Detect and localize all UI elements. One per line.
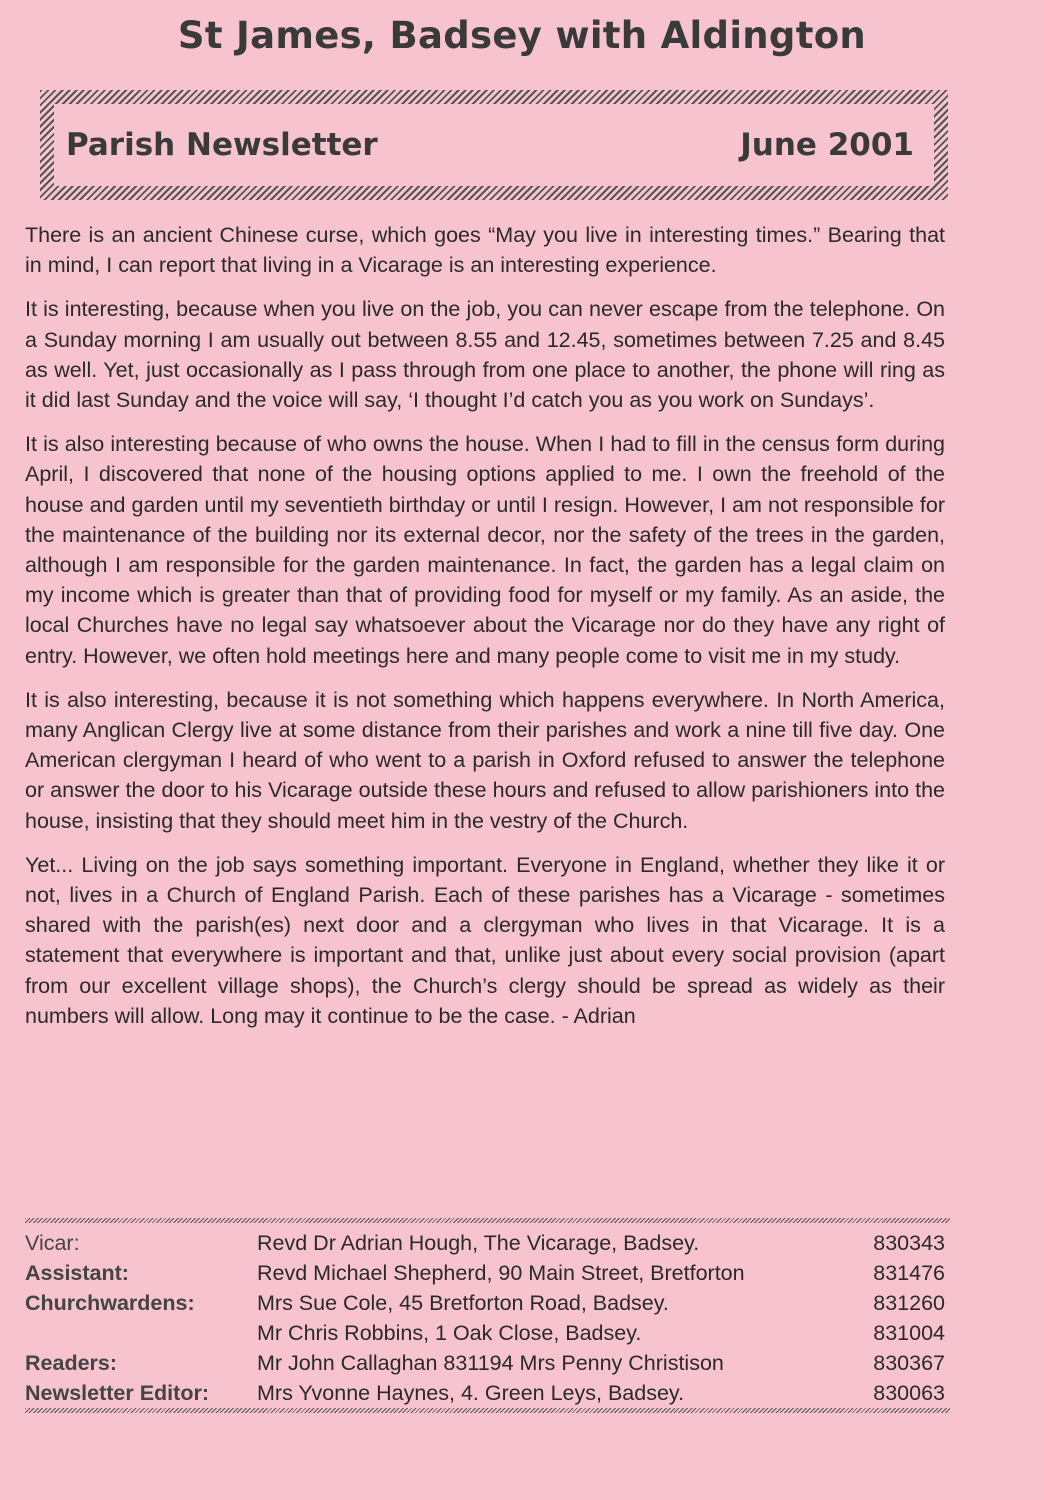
staff-detail: Mrs Yvonne Haynes, 4. Green Leys, Badsey. [257,1381,685,1405]
staff-role: Vicar: [25,1231,80,1255]
staff-row [25,1288,945,1318]
staff-row [25,1318,945,1348]
article-body [25,220,945,1045]
staff-role [25,1318,257,1348]
staff-detail: Revd Michael Shepherd, 90 Main Street, Bretforton [257,1261,745,1285]
page-title: St James, Badsey with Aldington [177,14,867,57]
staff-phone: 830367 [873,1351,945,1375]
staff-detail: Mr John Callaghan 831194 Mrs Penny Christison [257,1351,724,1375]
staff-phone: 830063 [873,1381,945,1405]
staff-row [25,1258,945,1288]
article-paragraph: It is also interesting because of who owns the house. When I had to fill in the census form during April, I discovered that none of the housing options applied to me. I own the freehold of the house and garden until my seventieth birthday or until I resign. However, I am not responsible for the maintenance of the building nor its external decor, nor the safety of the trees in the garden, although I am responsible for the garden maintenance. In fact, the garden has a legal claim on my income which is greater than that of providing food for myself or my family. As an aside, the local Churches have no legal say whatsoever about the Vicarage nor do they have any right of entry. However, we often hold meetings here and many people come to visit me in my study. [25,432,945,668]
staff-row [25,1348,945,1378]
article-paragraph: It is also interesting, because it is not something which happens everywhere. In North America, many Anglican Clergy live at some distance from their parishes and work a nine till five day. One American clergyman I heard of who went to a parish in Oxford refused to answer the telephone or answer the door to his Vicarage outside these hours and refused to allow parishioners into the house, insisting that they should meet him in the vestry of the Church. [25,687,945,833]
staff-role: Newsletter Editor: [25,1381,209,1405]
staff-row [25,1228,945,1258]
staff-detail: Revd Dr Adrian Hough, The Vicarage, Badsey. [257,1231,700,1255]
article-paragraph: There is an ancient Chinese curse, which goes “May you live in interesting times.” Bearing that in mind, I can report that living in a Vicarage is an interesting experience. [25,223,945,278]
staff-phone: 831004 [873,1321,945,1345]
staff-phone: 831476 [873,1261,945,1285]
bottom-divider [25,1408,950,1413]
newsletter-banner [40,90,948,200]
article-paragraph: Yet... Living on the job says something important. Everyone in England, whether they like it or not, lives in a Church of England Parish. Each of these parishes has a Vicarage - sometimes shared with the parish(es) next door and a clergyman who lives in that Vicarage. It is a statement that everywhere is important and that, unlike just about every social provision (apart from our excellent village shops), the Church’s clergy should be spread as widely as their numbers will allow. Long may it continue to be the case. - Adrian [25,852,945,1028]
issue-date: June 2001 [740,127,914,163]
staff-role: Churchwardens: [25,1291,195,1315]
newsletter-label: Parish Newsletter [66,127,378,163]
staff-phone: 831260 [873,1291,945,1315]
staff-role: Readers: [25,1351,118,1375]
top-divider [25,1218,950,1223]
staff-detail: Mrs Sue Cole, 45 Bretforton Road, Badsey. [257,1291,669,1315]
banner-content [54,104,934,186]
staff-role: Assistant: [25,1261,129,1285]
staff-phone: 830343 [873,1231,945,1255]
article-paragraph: It is interesting, because when you live on the job, you can never escape from the telephone. On a Sunday morning I am usually out between 8.55 and 12.45, sometimes between 7.25 and 8.45 as well. Yet, just occasionally as I pass through from one place to another, the phone will ring as it did last Sunday and the voice will say, ‘I thought I’d catch you as you work on Sundays’. [25,297,945,413]
staff-detail: Mr Chris Robbins, 1 Oak Close, Badsey. [257,1321,642,1345]
staff-directory [25,1228,945,1408]
staff-row [25,1378,945,1408]
